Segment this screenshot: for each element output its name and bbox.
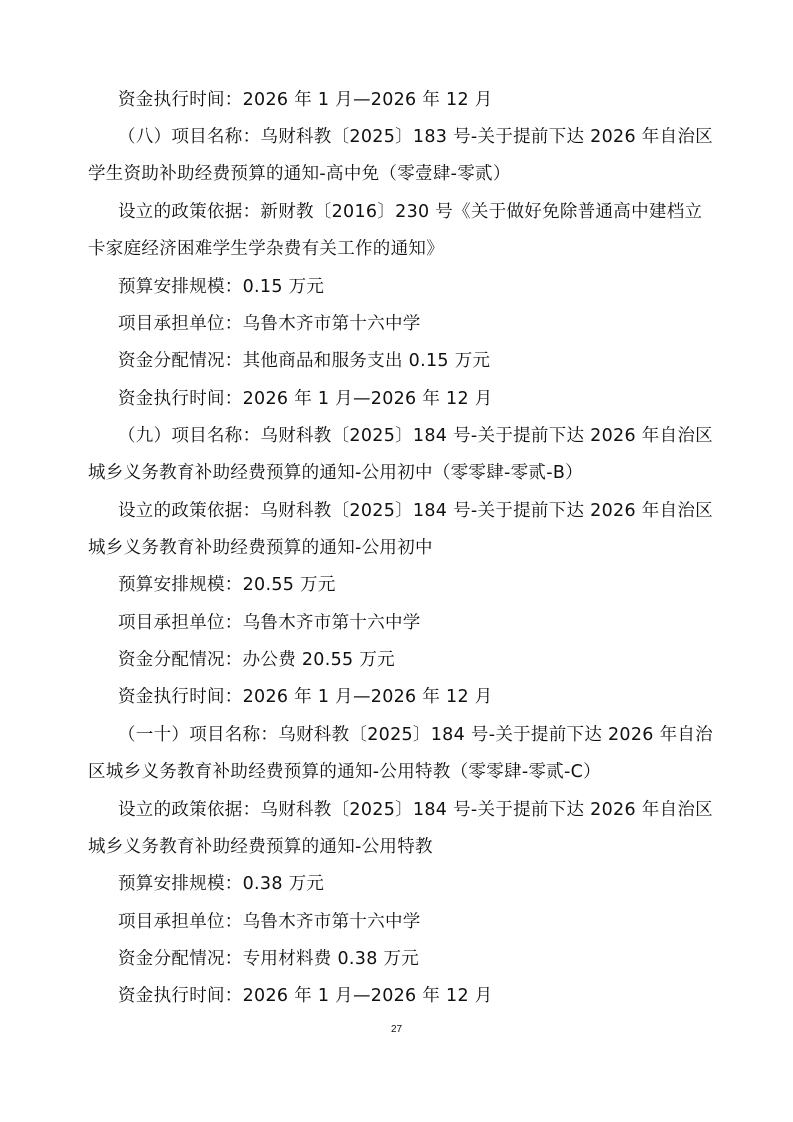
text-line: 资金执行时间：2026 年 1 月—2026 年 12 月 bbox=[118, 986, 493, 1006]
text-line: 资金执行时间：2026 年 1 月—2026 年 12 月 bbox=[118, 90, 493, 110]
text-line: 预算安排规模：0.38 万元 bbox=[118, 874, 325, 894]
text-line: （一十）项目名称：乌财科教〔2025〕184 号-关于提前下达 2026 年自治 bbox=[118, 725, 713, 745]
text-line: 资金分配情况：专用材料费 0.38 万元 bbox=[118, 949, 420, 969]
text-line: 资金分配情况：其他商品和服务支出 0.15 万元 bbox=[118, 351, 491, 371]
text-line: 区城乡义务教育补助经费预算的通知-公用特教（零零肆-零贰-C） bbox=[88, 762, 601, 782]
text-line: 学生资助补助经费预算的通知-高中免（零壹肆-零贰） bbox=[88, 164, 511, 184]
text-line: 资金分配情况：办公费 20.55 万元 bbox=[118, 650, 395, 670]
text-line: 项目承担单位：乌鲁木齐市第十六中学 bbox=[118, 613, 421, 633]
text-line: 预算安排规模：20.55 万元 bbox=[118, 575, 336, 595]
text-line: 设立的政策依据：新财教〔2016〕230 号《关于做好免除普通高中建档立 bbox=[118, 202, 703, 222]
text-line: 资金执行时间：2026 年 1 月—2026 年 12 月 bbox=[118, 389, 493, 409]
text-line: 设立的政策依据：乌财科教〔2025〕184 号-关于提前下达 2026 年自治区 bbox=[118, 501, 713, 521]
page-number: 27 bbox=[390, 1024, 403, 1035]
text-line: 城乡义务教育补助经费预算的通知-公用特教 bbox=[88, 837, 433, 857]
text-line: （八）项目名称：乌财科教〔2025〕183 号-关于提前下达 2026 年自治区 bbox=[118, 127, 713, 147]
text-line: 预算安排规模：0.15 万元 bbox=[118, 277, 325, 297]
text-line: 项目承担单位：乌鲁木齐市第十六中学 bbox=[118, 314, 421, 334]
text-line: 城乡义务教育补助经费预算的通知-公用初中（零零肆-零贰-B） bbox=[88, 463, 583, 483]
text-line: 项目承担单位：乌鲁木齐市第十六中学 bbox=[118, 912, 421, 932]
text-line: 城乡义务教育补助经费预算的通知-公用初中 bbox=[88, 538, 433, 558]
text-line: 卡家庭经济困难学生学杂费有关工作的通知》 bbox=[88, 239, 444, 259]
text-line: （九）项目名称：乌财科教〔2025〕184 号-关于提前下达 2026 年自治区 bbox=[118, 426, 713, 446]
text-line: 资金执行时间：2026 年 1 月—2026 年 12 月 bbox=[118, 687, 493, 707]
text-line: 设立的政策依据：乌财科教〔2025〕184 号-关于提前下达 2026 年自治区 bbox=[118, 800, 713, 820]
